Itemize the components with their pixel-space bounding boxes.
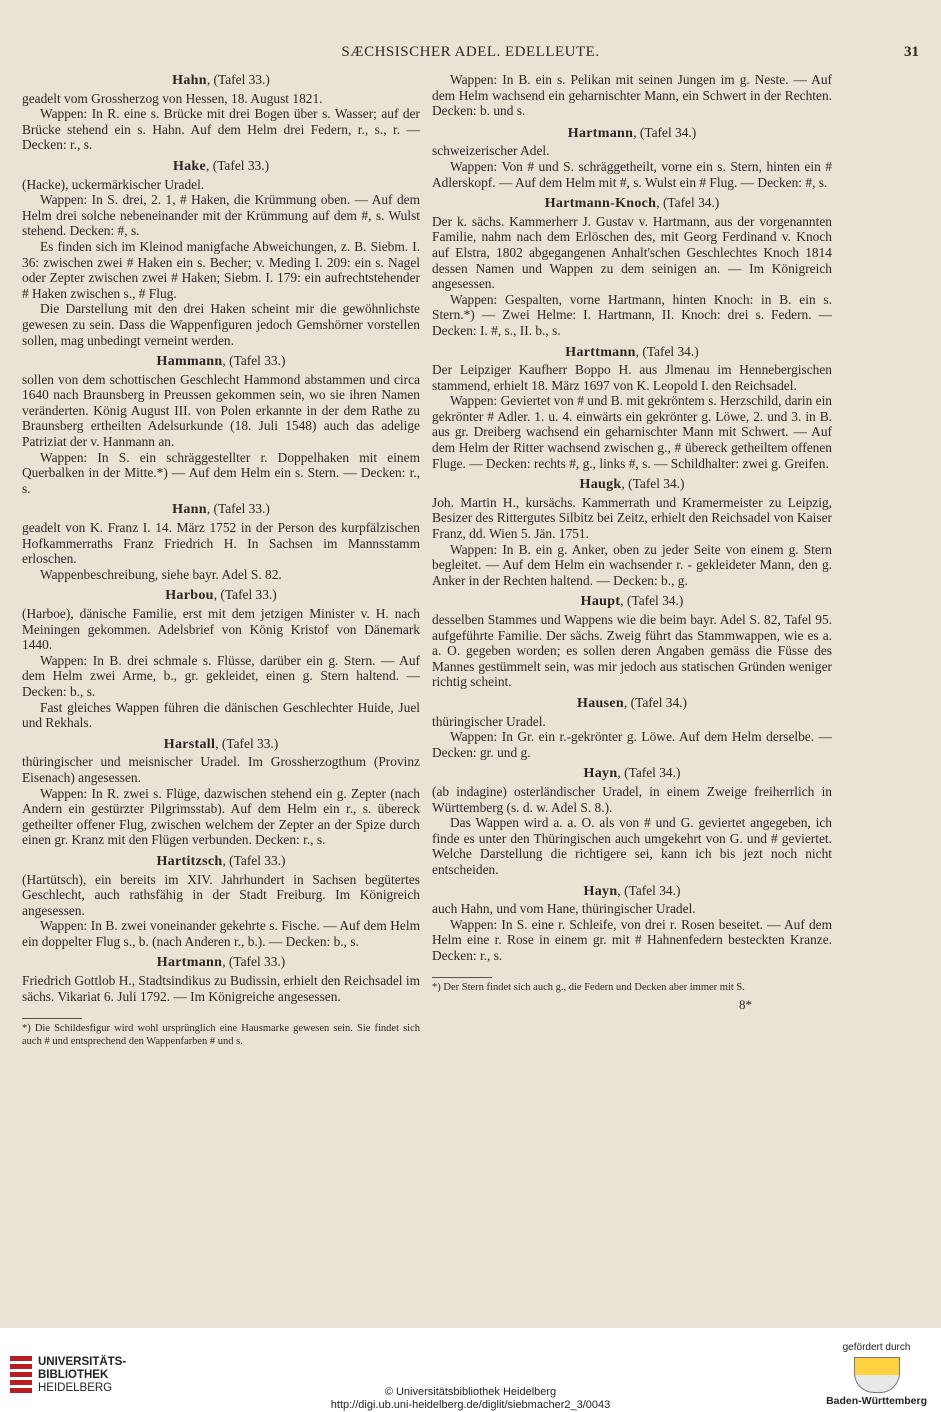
entry-heading: Harstall, (Tafel 33.): [163, 735, 279, 752]
entry-paragraph: Wappen: In S. eine r. Schleife, von drei r. Rosen beseitet. — Auf dem Helm eine r. Rose in einem gr. mit # Hahnenfedern besteckten Kranze. Decken: r., s.: [432, 916, 832, 963]
running-title: SÆCHSISCHER ADEL. EDELLEUTE.: [341, 44, 600, 60]
entry: [432, 476, 832, 588]
entry-plate-ref: (Tafel 34.): [630, 694, 687, 710]
entry-paragraph: Fast gleiches Wappen führen die dänischen Geschlechter Huide, Juel und Rekhals.: [22, 699, 420, 731]
entry-heading: Hake, (Tafel 33.): [172, 157, 270, 174]
entry-paragraph: Die Darstellung mit den drei Haken scheint mir die gewöhnlichste gewesen zu sein. Dass die Wappenfiguren jedoch Gemshörner vorstellen sollen, mag unbedingt verneint werden.: [22, 301, 420, 348]
entry-heading: Harbou, (Tafel 33.): [165, 587, 277, 604]
entry-paragraph: schweizerischer Adel.: [432, 143, 550, 159]
entry-paragraph: Es finden sich im Kleinod manigfache Abweichungen, z. B. Siebm. I. 36: zwischen zwei # Haken ein s. Becher; v. Meding I. 209: ein s. Nagel oder Zepter zwischen zwei # Haken; Siebm. I. 179: ein aufrechtstehender # Haken zwischen s., # Flug.: [22, 238, 420, 301]
entry-heading: Hayn, (Tafel 34.): [583, 882, 681, 899]
entry-paragraph: Joh. Martin H., kursächs. Kammerrath und Kramermeister zu Leipzig, Besizer des Rittergutes Silbitz bei Zeitz, erhielt den Reichsadel von Kaiser Franz, dd. Wien 5. Jän. 1751.: [432, 494, 832, 542]
entry: [22, 158, 420, 348]
entry-paragraph: Wappen: Geviertet von # und B. mit gekröntem s. Herzschild, darin ein gekrönter # Adler. 1. u. 4. einwärts ein gekrönter g. Löwe, 2. und 3. in B. aus gr. Dreiberg wachsend ein geharnischter Mann mit Schwert. — Auf dem Helm der Ritter wachsend zwischen g., # übereck getheiltem offenen Fluge. — Decken: rechts #, g., links #, s. — Schildhalter: zwei g. Greifen.: [432, 393, 832, 471]
entry: [432, 765, 832, 877]
entry: [22, 853, 420, 950]
entry: [432, 344, 832, 472]
entry-heading: Hahn, (Tafel 33.): [172, 72, 270, 88]
entry-name: Hausen: [577, 695, 624, 711]
entry-plate-ref: (Tafel 34.): [662, 195, 720, 211]
library-name-line: BIBLIOTHEK: [38, 1369, 109, 1381]
entry-heading: Hayn, (Tafel 34.): [583, 765, 681, 782]
entry-paragraph: Wappen: In R. zwei s. Flüge, dazwischen stehend ein g. Zepter (nach Andern ein gestürzter Pilgrimsstab). Auf dem Helm ein r., s. übereck getheilter offener Flug, zwischen welchem der Zepter an der Spize durch einen gr. Kranz mit den Flügen verbunden. Decken: r., s.: [22, 785, 420, 848]
entry-plate-ref: (Tafel 34.): [624, 882, 681, 898]
entry-paragraph: Wappen: In B. ein g. Anker, oben zu jeder Seite von einem g. Stern begleitet. — Auf dem Helm ein wachsender r. - gekleideter Mann, den g. Anker in der Rechten haltend. — Decken: b., g.: [432, 541, 832, 588]
entry-paragraph: Wappen: In Gr. ein r.-gekrönter g. Löwe. Auf dem Helm derselbe. — Decken: gr. und g.: [432, 729, 832, 760]
entry-paragraph: Wappen: Gespalten, vorne Hartmann, hinten Knoch: in B. ein s. Stern.*) — Zwei Helme: I. Hartmann, II. Knoch: drei s. Federn. — Decken: I. #, s., II. b., s.: [432, 291, 832, 338]
entry-plate-ref: (Tafel 33.): [213, 72, 270, 87]
entry-plate-ref: (Tafel 33.): [228, 954, 286, 970]
entry-heading: Hartmann, (Tafel 34.): [567, 124, 697, 141]
entry-name: Hartitzsch: [156, 853, 223, 869]
entry: [432, 593, 832, 690]
entry: [22, 587, 420, 730]
entry-name: Haugk: [579, 477, 622, 493]
entry-name: Hake: [172, 158, 207, 174]
entry: [22, 736, 420, 848]
page-number: 31: [904, 44, 919, 60]
entry-name: Hayn: [583, 766, 618, 782]
library-name-line: HEIDELBERG: [38, 1382, 113, 1394]
entry-plate-ref: (Tafel 34.): [627, 593, 684, 609]
entry: [432, 883, 832, 964]
continuation-text: Wappen: In B. ein s. Pelikan mit seinen Jungen im g. Neste. — Auf dem Helm wachsend ein geharnischter Mann, ein Schwert in der Rechten. Decken: b. und s.: [432, 72, 832, 119]
entry-name: Harstall: [163, 736, 216, 752]
entry-heading: Hartmann-Knoch, (Tafel 34.): [544, 195, 720, 212]
library-name-line: UNIVERSITÄTS-: [38, 1356, 127, 1368]
entry-paragraph: (Hacke), uckermärkischer Uradel.: [22, 176, 205, 192]
copyright-block: [0, 1386, 941, 1412]
entry-paragraph: Wappen: Von # und S. schräggetheilt, vorne ein s. Stern, hinten ein # Adlerskopf. — Auf dem Helm mit #, s. Wulst ein # Flug. — Decken: #, s.: [432, 158, 832, 190]
entry-plate-ref: (Tafel 33.): [221, 735, 279, 751]
entry-paragraph: thüringischer und meisnischer Uradel. Im Grossherzogthum (Provinz Eisenach) angesessen.: [22, 754, 420, 785]
entry-paragraph: (ab indagine) osterländischer Uradel, in einem Zweige freiherrlich in Württemberg (s. d. w. Adel S. 8.).: [432, 783, 832, 815]
entry: [22, 501, 420, 582]
footnote-rule: [432, 977, 492, 978]
entry-plate-ref: (Tafel 34.): [624, 765, 681, 781]
right-column: [432, 72, 832, 1013]
entry-paragraph: sollen von dem schottischen Geschlecht Hammond abstammen und circa 1640 nach Braunsberg in Preussen gekommen sein, wo sie ihren Namen veränderten. König August III. von Polen erkannte in der dem Rathe zu Braunsberg ertheilten Adelsurkunde (18. Juli 1548) auch das adelige Patriziat der v. Hanmann an.: [22, 371, 420, 450]
coat-of-arms-icon: [854, 1357, 900, 1393]
entry-plate-ref: (Tafel 33.): [229, 852, 286, 868]
entry-name: Harbou: [165, 588, 214, 604]
entry-plate-ref: (Tafel 34.): [642, 343, 699, 359]
footer-bar: [0, 1328, 941, 1411]
entry-paragraph: Wappen: In S. ein schräggestellter r. Doppelhaken mit einem Querbalken in der Mitte.*) — Auf dem Helm ein s. Stern. — Decken: r., s.: [22, 449, 420, 496]
entry-plate-ref: (Tafel 33.): [229, 353, 286, 369]
entry-paragraph: thüringischer Uradel.: [432, 713, 546, 729]
entry: [22, 72, 420, 153]
entry-paragraph: Das Wappen wird a. a. O. als von # und G. geviertet angegeben, ich finde es unter den Thüringischen auch umgekehrt von G. und # geviertet. Welche Darstellung die richtigere sei, kann ich bis jezt noch nicht entscheiden.: [432, 815, 832, 877]
entry: [432, 125, 832, 190]
entry: [22, 954, 420, 1004]
footnote: *) Die Schildesfigur wird wohl ursprünglich eine Hausmarke gewesen sein. Sie findet sich auch # und entsprechend den Wappenfarben # und s.: [22, 1023, 420, 1047]
entry-paragraph: Der Leipziger Kaufherr Boppo H. aus Jlmenau im Hennebergischen stammend, erhielt 18. März 1697 von K. Leopold I. den Reichsadel.: [432, 362, 832, 393]
entry-paragraph: (Harboe), dänische Familie, erst mit dem jetzigen Minister v. H. nach Meiningen gekommen. Adelsbrief von König Kristof von Dänemark 1440.: [22, 606, 420, 653]
entry-name: Hartmann: [156, 955, 223, 971]
entry-paragraph: Wappen: In B. drei schmale s. Flüsse, darüber ein g. Stern. — Auf dem Helm zwei Arme, b., gr. gekleidet, einen g. Stern haltend. — Decken: b., s.: [22, 652, 420, 699]
entry-paragraph: Wappen: In B. zwei voneinander gekehrte s. Fische. — Auf dem Helm ein doppelter Flug s., b. (nach Anderen r., b.). — Decken: b., s.: [22, 918, 420, 949]
signature-mark: 8*: [739, 996, 752, 1012]
entry-paragraph: auch Hahn, und vom Hane, thüringischer Uradel.: [432, 901, 696, 917]
entry-plate-ref: (Tafel 34.): [639, 124, 697, 140]
entry-heading: Hartmann, (Tafel 33.): [156, 954, 286, 971]
entry-name: Hahn: [172, 73, 207, 88]
entry-name: Hammann: [156, 354, 223, 370]
entry-paragraph: desselben Stammes und Wappens wie die beim bayr. Adel S. 82, Tafel 95. aufgeführte Familie. Der sächs. Zweig führt das Stammwappen, wie es a. a. O. gegeben worden; es sollen deren Angaben gemäss die Füsse des Mannes gestümmelt sein, was mir jedoch aus statischen Gründen weniger richtig scheint.: [432, 612, 832, 690]
entry-paragraph: Wappen: In S. drei, 2. 1, # Haken, die Krümmung oben. — Auf dem Helm drei solche nebeneinander mit der Krümmung auf dem #, s. Wulst stehend. Decken: #, s.: [22, 192, 420, 239]
entry: [22, 353, 420, 496]
entry-heading: Haugk, (Tafel 34.): [579, 476, 685, 493]
entry-name: Harttmann: [565, 344, 636, 360]
copyright-text: © Universitätsbibliothek Heidelberg: [384, 1386, 557, 1398]
entry-paragraph: Der k. sächs. Kammerherr J. Gustav v. Hartmann, aus der vorgenannten Familie, nahm nach dem Erlöschen des, mit Georg Ferdinand v. Knoch auf Elstra, 1802 abgegangenen Anhalt'schen Geschlechtes Knoch 1814 dessen Namen und Wappen zu dem seinigen an. — Im Königreich angesessen.: [432, 213, 832, 292]
entry-name: Hartmann-Knoch: [544, 196, 657, 212]
entry: [432, 695, 832, 760]
entry-name: Hayn: [583, 883, 618, 899]
sponsor-name: Baden-Württemberg: [826, 1395, 927, 1407]
entry-name: Hann: [172, 502, 207, 518]
entry: [432, 195, 832, 338]
footnote: *) Der Stern findet sich auch g., die Federn und Decken aber immer mit S.: [432, 982, 745, 994]
left-column: [22, 72, 420, 1048]
entry-plate-ref: (Tafel 33.): [220, 587, 277, 603]
entry-heading: Harttmann, (Tafel 34.): [565, 343, 699, 360]
entry-heading: Hausen, (Tafel 34.): [577, 694, 687, 711]
footnote-rule: [22, 1018, 82, 1019]
entry-paragraph: Wappenbeschreibung, siehe bayr. Adel S. 82.: [40, 566, 282, 582]
entry-heading: Hartitzsch, (Tafel 33.): [156, 852, 286, 869]
entry-paragraph: Friedrich Gottlob H., Stadtsindikus zu Budissin, erhielt den Reichsadel im sächs. Vikariat 6. Juli 1792. — Im Königreiche angesessen.: [22, 973, 420, 1004]
entry-plate-ref: (Tafel 34.): [628, 476, 685, 492]
entry-paragraph: (Hartütsch), ein bereits im XIV. Jahrhundert in Sachsen begütertes Geschlecht, auch rathsfähig in der Stadt Freiburg. Im Königreich angesessen.: [22, 871, 420, 918]
entry-name: Haupt: [580, 594, 621, 610]
entry-plate-ref: (Tafel 33.): [212, 157, 270, 173]
entry-paragraph: geadelt von K. Franz I. 14. März 1752 in der Person des kurpfälzischen Hofkammerraths Franz Friedrich H. In Sachsen im Mannsstamm erloschen.: [22, 520, 420, 567]
sponsor-block[interactable]: [826, 1342, 927, 1407]
entry-name: Hartmann: [567, 125, 634, 141]
sponsor-label: gefördert durch: [842, 1342, 911, 1353]
entry-paragraph: geadelt vom Grossherzog von Hessen, 18. August 1821.: [22, 90, 323, 106]
source-url-link[interactable]: http://digi.ub.uni-heidelberg.de/diglit/siebmacher2_3/0043: [330, 1399, 611, 1411]
entry-heading: Hammann, (Tafel 33.): [156, 353, 286, 370]
entry-heading: Hann, (Tafel 33.): [172, 501, 270, 518]
entry-heading: Haupt, (Tafel 34.): [580, 593, 684, 610]
entry-plate-ref: (Tafel 33.): [213, 501, 270, 517]
entry-paragraph: Wappen: In R. eine s. Brücke mit drei Bogen über s. Wasser; auf der Brücke stehend ein s. Hahn. Auf dem Helm drei Federn, r., s., r. — Decken: r., s.: [22, 106, 420, 153]
